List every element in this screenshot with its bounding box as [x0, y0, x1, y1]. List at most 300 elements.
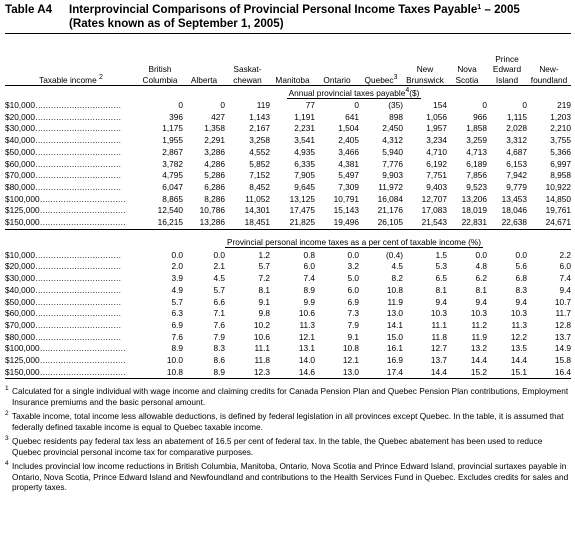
table-cell: 6.0 — [559, 261, 571, 272]
table-cell: 12.1 — [298, 331, 315, 342]
table-cell: 4,795 — [162, 170, 183, 181]
table-cell: 10.8 — [137, 367, 183, 379]
table-cell: 0 — [354, 100, 359, 110]
table-cell: 19,761 — [545, 205, 571, 216]
table-cell: 3,259 — [466, 135, 487, 146]
table-cell: 7,751 — [426, 170, 447, 181]
footnote-text: Quebec residents pay federal tax less an abatement of 16.5 per cent of federal tax. In the table, the Quebec abatement has been used to reduce Quebec provincial personal income tax for comparative purposes. — [12, 436, 543, 457]
table-cell: 6.9 — [171, 319, 183, 330]
table-row — [5, 135, 571, 147]
table-cell: 4.8 — [475, 261, 487, 272]
table-cell: 2,291 — [204, 135, 225, 146]
row-label: $125,000…………………………… — [5, 355, 126, 366]
table-cell: 8.9 — [303, 284, 315, 295]
row-label: $125,000…………………………… — [5, 205, 126, 216]
table-cell: 9,523 — [466, 181, 487, 192]
table-cell: 17.4 — [359, 367, 403, 379]
table-cell: 3.9 — [171, 273, 183, 284]
table-cell: 8.3 — [515, 284, 527, 295]
table-cell: 11.3 — [299, 319, 315, 330]
column-header-line1 — [527, 54, 571, 65]
table-cell: 0 — [522, 100, 527, 110]
row-label: $70,000…………………………… — [5, 319, 121, 330]
table-cell: 14.1 — [386, 319, 403, 330]
table-cell: 4,312 — [382, 135, 403, 146]
table-cell: 5.7 — [171, 296, 183, 307]
table-cell: 0.0 — [347, 249, 359, 260]
column-header-line3: Manitoba — [275, 74, 310, 85]
table-cell: 6.6 — [213, 296, 225, 307]
row-label: $40,000…………………………… — [5, 284, 121, 295]
column-header-line3: Scotia — [455, 74, 479, 85]
footnote — [5, 411, 571, 432]
table-cell: 8.1 — [475, 284, 487, 295]
table-cell: 0.0 — [475, 249, 487, 260]
table-cell: 1,955 — [162, 135, 183, 146]
table-cell: 3,286 — [204, 146, 225, 157]
table-cell: 4,286 — [204, 158, 225, 169]
column-header-line2 — [315, 64, 359, 75]
row-label: $100,000…………………………… — [5, 193, 126, 204]
column-header-line1 — [183, 54, 225, 65]
table-cell: 3.2 — [347, 261, 359, 272]
column-header-line1 — [359, 54, 403, 65]
table-cell: 1,056 — [426, 111, 447, 122]
table-cell: 13,453 — [501, 193, 527, 204]
table-cell: 7.9 — [347, 319, 359, 330]
table-row — [5, 100, 571, 112]
table-cell: 1,143 — [249, 111, 270, 122]
table-cell: 9,645 — [294, 181, 315, 192]
table-cell: 6,286 — [204, 181, 225, 192]
table-cell: 6,192 — [426, 158, 447, 169]
table-cell: 8.1 — [435, 284, 447, 295]
column-header-alberta — [183, 34, 225, 86]
table-cell: 13,286 — [199, 217, 225, 228]
table-cell: 0.8 — [303, 249, 315, 260]
table-row — [5, 285, 571, 297]
column-header-quebec — [359, 34, 403, 86]
table-cell: 10.8 — [342, 343, 359, 354]
table-cell: 1,504 — [338, 123, 359, 134]
table-cell: 4,713 — [466, 146, 487, 157]
caption-footnote-ref: 4 — [405, 86, 410, 94]
table-cell: 4.9 — [171, 284, 183, 295]
row-label: $30,000…………………………… — [5, 273, 121, 284]
table-cell: 11.8 — [254, 355, 270, 366]
table-cell: 11.3 — [511, 319, 527, 330]
row-label: $80,000…………………………… — [5, 331, 121, 342]
table-row — [5, 205, 571, 217]
table-cell: 4,710 — [426, 146, 447, 157]
table-cell: 11,972 — [378, 181, 403, 192]
table-cell: 6.3 — [171, 308, 183, 319]
table-row — [5, 367, 571, 379]
table-cell: 0.0 — [171, 249, 183, 260]
section-caption-text: Provincial personal income taxes as a per cent of taxable income (%) — [226, 237, 482, 248]
row-label: $30,000…………………………… — [5, 123, 121, 134]
table-cell: 9.1 — [347, 331, 359, 342]
table-row — [5, 261, 571, 273]
table-cell: 1,957 — [426, 123, 447, 134]
table-cell: 8.3 — [213, 343, 225, 354]
table-cell: 2.2 — [559, 249, 571, 260]
table-row — [5, 217, 571, 229]
table-row — [5, 343, 571, 355]
table-cell: 10.7 — [554, 296, 571, 307]
table-cell: 7.4 — [559, 273, 571, 284]
row-label: $60,000…………………………… — [5, 158, 121, 169]
table-cell: 10.6 — [253, 331, 270, 342]
column-header-island — [487, 34, 527, 86]
column-header-footnote-ref: 3 — [393, 73, 398, 81]
column-header-chewan — [225, 34, 270, 86]
row-label: $40,000…………………………… — [5, 135, 121, 146]
column-header-line1 — [315, 54, 359, 65]
table-cell: 219 — [557, 100, 571, 110]
table-cell: 8.2 — [391, 273, 403, 284]
table-cell: 12.7 — [430, 343, 447, 354]
table-cell: 0 — [178, 100, 183, 110]
tax-comparison-table — [5, 33, 571, 379]
table-cell: 10.6 — [298, 308, 315, 319]
row-label: $150,000…………………………… — [5, 217, 126, 228]
footnote-text: Includes provincial low income reductions in British Columbia, Manitoba, Ontario, Nova Scotia and Prince Edward Island, provincial surtaxes payable in Ontario, Nova Scotia, Prince Edward Island and Newfoundland and contributions to the Health Services Fund in Quebec. Excludes credits for sales and property taxes. — [12, 461, 569, 493]
column-header-line2 — [183, 64, 225, 75]
title-text: Interprovincial Comparisons of Provincial Personal Income Taxes Payable — [69, 3, 478, 16]
table-cell: 641 — [345, 111, 359, 122]
table-row — [5, 250, 571, 262]
footnote-number: 4 — [5, 460, 9, 468]
table-cell: 5.3 — [435, 261, 447, 272]
table-cell: 0 — [482, 100, 487, 110]
table-cell: 396 — [169, 111, 183, 122]
title-suffix: – 2005 — [481, 3, 520, 16]
table-cell: 14.4 — [510, 355, 527, 366]
table-cell: 10.2 — [253, 319, 270, 330]
table-cell: 427 — [211, 111, 225, 122]
table-cell: 8,865 — [162, 193, 183, 204]
table-cell: 10,786 — [199, 205, 225, 216]
row-label: $80,000…………………………… — [5, 181, 121, 192]
section-caption — [287, 88, 422, 99]
footnote — [5, 436, 571, 457]
table-cell: 7.3 — [347, 308, 359, 319]
table-cell: 18,046 — [501, 205, 527, 216]
table-cell: 13.7 — [430, 355, 447, 366]
table-cell: 11,052 — [245, 193, 270, 204]
table-cell: 16,215 — [157, 217, 183, 228]
table-row — [5, 170, 571, 182]
table-cell: 11.9 — [471, 331, 487, 342]
column-header-columbia — [137, 34, 183, 86]
table-row — [5, 112, 571, 124]
table-cell: (0.4) — [385, 249, 403, 260]
table-cell: 2.0 — [171, 261, 183, 272]
table-cell: 2,450 — [382, 123, 403, 134]
table-cell: 154 — [433, 100, 447, 110]
row-label: $10,000…………………………… — [5, 100, 121, 110]
footnote-number: 1 — [5, 385, 9, 393]
table-cell: 119 — [256, 100, 270, 110]
table-cell: 2,405 — [338, 135, 359, 146]
row-label: $20,000…………………………… — [5, 111, 121, 122]
title-footnote-ref: 1 — [477, 4, 482, 11]
footnote-number: 3 — [5, 435, 9, 443]
column-header-line1 — [447, 54, 487, 65]
table-cell: 13,206 — [461, 193, 487, 204]
table-cell: 8.1 — [258, 284, 270, 295]
footnote-text: Calculated for a single individual with wage income and claiming credits for Canada Pension Plan and Quebec Pension Plan contributions, Employment Insurance premiums and the basic personal amount. — [12, 386, 569, 407]
table-cell: 15.1 — [487, 367, 527, 379]
table-cell: 26,105 — [377, 217, 403, 228]
column-header-line3: foundland — [530, 74, 568, 85]
table-cell: 9.1 — [258, 296, 270, 307]
table-cell: 4,552 — [249, 146, 270, 157]
footnote — [5, 386, 571, 407]
table-cell: 2,210 — [550, 123, 571, 134]
table-cell: 12.3 — [225, 367, 270, 379]
table-cell: 13,125 — [289, 193, 315, 204]
row-label: $100,000…………………………… — [5, 343, 126, 354]
table-cell: 3,312 — [506, 135, 527, 146]
table-cell: 6.8 — [515, 273, 527, 284]
table-cell: 6.5 — [435, 273, 447, 284]
column-header-line3: Alberta — [190, 74, 218, 85]
table-row — [5, 194, 571, 206]
table-cell: 21,543 — [421, 217, 447, 228]
table-cell: 10,922 — [545, 181, 571, 192]
column-header-line2: New — [416, 64, 434, 74]
table-cell: 10,791 — [333, 193, 359, 204]
table-cell: 1,175 — [162, 123, 183, 134]
row-label: $10,000…………………………… — [5, 249, 121, 260]
table-cell: 0.0 — [515, 249, 527, 260]
column-header-line2: British — [148, 64, 172, 74]
table-cell: 14.6 — [270, 367, 315, 379]
table-cell: 11.2 — [471, 319, 487, 330]
table-cell: 1,858 — [466, 123, 487, 134]
table-cell: (35) — [388, 100, 403, 110]
table-cell: 11.8 — [431, 331, 447, 342]
column-header-line1: Prince — [495, 53, 519, 64]
table-cell: 11.1 — [254, 343, 270, 354]
table-cell: 7,309 — [338, 181, 359, 192]
table-cell: 3,234 — [426, 135, 447, 146]
section-caption-text: Annual provincial taxes payable — [288, 87, 406, 98]
table-cell: 1.5 — [435, 249, 447, 260]
title-line-1 — [5, 3, 571, 17]
table-cell: 1.2 — [258, 249, 270, 260]
table-cell: 4,935 — [294, 146, 315, 157]
section-caption-unit: ($) — [409, 87, 420, 98]
column-header-line2: Nova — [457, 64, 477, 74]
table-cell: 7.6 — [171, 331, 183, 342]
table-cell: 6,335 — [294, 158, 315, 169]
table-cell: 5.0 — [347, 273, 359, 284]
table-cell: 3,466 — [338, 146, 359, 157]
table-cell: 0 — [220, 100, 225, 110]
table-cell: 1,203 — [550, 111, 571, 122]
table-cell: 3,782 — [162, 158, 183, 169]
table-cell: 4.5 — [391, 261, 403, 272]
column-header-ontario — [315, 34, 359, 86]
table-cell: 15.8 — [554, 355, 571, 366]
table-cell: 7,856 — [466, 170, 487, 181]
column-header-line2 — [270, 64, 315, 75]
table-cell: 5,940 — [382, 146, 403, 157]
table-cell: 8.6 — [213, 355, 225, 366]
table-cell: 8,286 — [204, 193, 225, 204]
table-cell: 6.0 — [303, 261, 315, 272]
table-cell: 5,852 — [249, 158, 270, 169]
table-row — [5, 273, 571, 285]
table-cell: 11.1 — [431, 319, 447, 330]
table-cell: 8,958 — [550, 170, 571, 181]
table-cell: 22,638 — [501, 217, 527, 228]
table-cell: 14,850 — [545, 193, 571, 204]
table-cell: 14.4 — [403, 367, 447, 379]
table-cell: 6,189 — [466, 158, 487, 169]
table-cell: 4,687 — [506, 146, 527, 157]
table-cell: 14.4 — [470, 355, 487, 366]
table-number: Table A4 — [5, 3, 53, 16]
row-label: $50,000…………………………… — [5, 296, 121, 307]
table-cell: 9.8 — [258, 308, 270, 319]
table-cell: 2,167 — [249, 123, 270, 134]
table-cell: 7.1 — [213, 308, 225, 319]
table-cell: 5,286 — [204, 170, 225, 181]
section-caption-row — [5, 236, 571, 250]
table-cell: 2.1 — [213, 261, 225, 272]
table-cell: 12.1 — [342, 355, 359, 366]
column-header-line2: Saskat- — [233, 64, 262, 74]
column-header-line1 — [225, 54, 270, 65]
column-header-line3: Island — [495, 74, 519, 85]
row-label: $70,000…………………………… — [5, 170, 121, 181]
table-cell: 11.9 — [387, 296, 403, 307]
column-header-brunswick — [403, 34, 447, 86]
table-cell: 21,176 — [377, 205, 403, 216]
column-header-line3: Ontario — [323, 74, 351, 85]
table-cell: 16.9 — [386, 355, 403, 366]
table-cell: 15,143 — [333, 205, 359, 216]
table-cell: 16,084 — [377, 193, 403, 204]
row-label: $150,000…………………………… — [5, 367, 137, 379]
table-cell: 16.4 — [527, 367, 571, 379]
table-cell: 17,475 — [289, 205, 315, 216]
table-row — [5, 147, 571, 159]
footnote-number: 2 — [5, 410, 9, 418]
table-row — [5, 182, 571, 194]
table-row — [5, 332, 571, 344]
table-cell: 6,997 — [550, 158, 571, 169]
table-cell: 9,403 — [426, 181, 447, 192]
table-cell: 0.0 — [213, 249, 225, 260]
section-caption — [225, 237, 483, 248]
table-row — [5, 355, 571, 367]
column-header-foundland — [527, 34, 571, 86]
column-header-line3: chewan — [233, 74, 262, 85]
table-cell: 15.2 — [447, 367, 487, 379]
section-caption-row — [5, 86, 571, 101]
table-cell: 7.6 — [213, 319, 225, 330]
table-cell: 13.5 — [510, 343, 527, 354]
table-cell: 10.8 — [386, 284, 403, 295]
table-cell: 898 — [389, 111, 403, 122]
column-header-line3: Quebec — [364, 74, 394, 85]
table-title — [5, 3, 571, 31]
table-cell: 5.7 — [258, 261, 270, 272]
table-cell: 7,152 — [249, 170, 270, 181]
table-cell: 8.9 — [171, 343, 183, 354]
table-cell: 9,779 — [506, 181, 527, 192]
column-header-line1 — [137, 54, 183, 65]
table-cell: 6,153 — [506, 158, 527, 169]
table-cell: 2,867 — [162, 146, 183, 157]
table-cell: 18,019 — [461, 205, 487, 216]
table-cell: 24,671 — [545, 217, 571, 228]
table-cell: 9,903 — [382, 170, 403, 181]
table-cell: 16.1 — [386, 343, 403, 354]
table-cell: 10.3 — [510, 308, 527, 319]
table-cell: 12.2 — [510, 331, 527, 342]
table-cell: 5.6 — [515, 261, 527, 272]
table-cell: 10.3 — [470, 308, 487, 319]
table-cell: 19,496 — [333, 217, 359, 228]
table-row — [5, 159, 571, 171]
table-cell: 22,831 — [461, 217, 487, 228]
table-cell: 6.0 — [347, 284, 359, 295]
column-header-manitoba — [270, 34, 315, 86]
table-cell: 7.4 — [303, 273, 315, 284]
table-row — [5, 297, 571, 309]
table-cell: 3,755 — [550, 135, 571, 146]
table-cell: 9.4 — [435, 296, 447, 307]
row-label: $50,000…………………………… — [5, 146, 121, 157]
table-cell: 13.2 — [470, 343, 487, 354]
footnote — [5, 461, 571, 493]
table-cell: 14,301 — [244, 205, 270, 216]
table-cell: 9.4 — [559, 284, 571, 295]
row-label: $60,000…………………………… — [5, 308, 121, 319]
column-header-line2: Edward — [492, 64, 522, 74]
table-cell: 7.2 — [258, 273, 270, 284]
table-cell: 2,028 — [506, 123, 527, 134]
table-cell: 12,707 — [421, 193, 447, 204]
title-line-2: (Rates known as of September 1, 2005) — [69, 17, 284, 30]
table-cell: 1,358 — [204, 123, 225, 134]
table-cell: 13.7 — [554, 331, 571, 342]
table-row — [5, 320, 571, 332]
table-cell: 12.8 — [554, 319, 571, 330]
table-cell: 4.5 — [213, 273, 225, 284]
table-cell: 7,776 — [382, 158, 403, 169]
table-cell: 9.4 — [515, 296, 527, 307]
row-label: $20,000…………………………… — [5, 261, 121, 272]
table-cell: 14.9 — [554, 343, 571, 354]
table-cell: 8,452 — [249, 181, 270, 192]
table-cell: 3,258 — [249, 135, 270, 146]
column-header-line2: New- — [539, 64, 559, 74]
table-row — [5, 123, 571, 135]
column-header-row — [5, 34, 571, 86]
table-cell: 8.9 — [183, 367, 225, 379]
table-cell: 5.7 — [213, 284, 225, 295]
table-cell: 13.0 — [315, 367, 359, 379]
table-row — [5, 308, 571, 320]
footnotes — [5, 386, 571, 493]
